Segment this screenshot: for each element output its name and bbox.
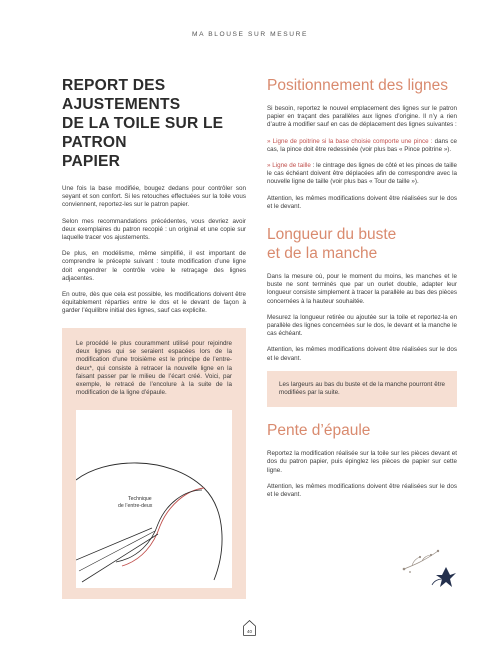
intro-paragraph-2: Selon mes recommandations précédentes, vous devriez avoir deux exemplaires du patron recopié : un original et une copie sur laquelle tracer vos ajustements.	[62, 217, 246, 242]
section-title-pente-epaule: Pente d’épaule	[267, 422, 371, 440]
main-title-line-1: REPORT DES AJUSTEMENTS	[62, 77, 181, 113]
main-title	[62, 76, 246, 171]
shoulder-line-original	[76, 528, 152, 560]
page-number: 40	[246, 629, 252, 634]
section-title-positionnement: Positionnement des lignes	[267, 77, 448, 94]
bullet-ligne-poitrine	[267, 138, 457, 154]
pente-attention: Attention, les mêmes modifications doivent être réalisées sur le dos et le devant.	[267, 482, 457, 499]
main-title-line-3: PAPIER	[62, 153, 121, 170]
positionnement-attention: Attention, les mêmes modifications doivent être réalisées sur le dos et le devant.	[267, 194, 457, 210]
bullet-ligne-poitrine-label: » Ligne de poitrine si la base choisie comporte une pince :	[267, 137, 433, 145]
section-title-longueur-line-1: Longueur du buste	[267, 226, 397, 244]
left-column	[62, 76, 246, 599]
longueur-paragraph-1: Dans la mesure où, pour le moment du moins, les manches et le buste ne sont terminés que par un ourlet double, adapter leur longueur consiste simplement à tracer la parallèle au bas des pièces concernées à la hauteur souhaitée.	[267, 273, 457, 305]
bullet-ligne-taille-text: : le cintrage des lignes de côté et les pinces de taille le cas échéant doivent être déplacées afin de correspondre avec la nouvelle ligne de taille (voir plus bas « Tour de taille »).	[267, 162, 457, 186]
neckline-diagram	[76, 410, 232, 588]
positionnement-paragraph-1: Si besoin, reportez le nouvel emplacement des lignes sur le patron papier en traçant des parallèles aux lignes d’origine. Il n’y a rien d’autre à modifier sauf en cas de déplacement des lignes suivantes :	[267, 105, 457, 129]
floral-branch-ornament-icon	[398, 545, 458, 593]
bullet-ligne-taille	[267, 162, 457, 187]
longueur-paragraph-2: Mesurez la longueur retirée ou ajoutée sur la toile et reportez-la en parallèle des lignes concernées sur le dos, le devant et la manche le cas échéant.	[267, 313, 457, 338]
largeurs-note-box	[267, 371, 457, 407]
pente-paragraph-1: Reportez la modification réalisée sur la toile sur les pièces devant et dos du patron papier, puis épinglez les pièces de papier sur cette ligne.	[267, 450, 457, 474]
illustration-label-1: Technique	[128, 495, 152, 502]
intro-paragraph-3: De plus, en modélisme, même simplifié, il est important de comprendre le précepte suivant : toute modification d’une ligne doit engendrer le contrôle voire le retraçage des lignes adjacentes.	[62, 250, 246, 282]
right-column	[267, 76, 457, 507]
original-neckline	[76, 463, 222, 580]
entre-deux-illustration	[76, 410, 232, 588]
shoulder-line-middle	[79, 531, 155, 571]
intro-paragraph-4: En outre, dès que cela est possible, les modifications doivent être équitablement réparties entre le dos et le devant de façon à garder l’équilibre initial des lignes, sauf cas explicite.	[62, 291, 246, 315]
main-title-line-2: DE LA TOILE SUR LE PATRON	[62, 115, 224, 151]
running-header: MA BLOUSE SUR MESURE	[192, 31, 308, 38]
bullet-ligne-taille-label: » Ligne de taille	[267, 162, 311, 170]
intro-paragraph-1: Une fois la base modifiée, bougez dedans pour contrôler son seyant et son confort. Si les retouches effectuées sur la toile vous conviennent, reportez-les sur le patron papier.	[62, 185, 246, 209]
illustration-label-2: de l’entre-deux	[118, 502, 153, 509]
bullet-ligne-poitrine-text: dans ce cas, la pince doit être redessinée (voir plus bas « Pince poitrine »).	[267, 137, 457, 153]
entre-deux-text: Le procédé le plus couramment utilisé pour rejoindre deux lignes qui se seraient espacées lors de la modification d’une troisième est le principe de l’entre-deux*, qui consiste à retracer la nouvelle ligne en la faisant passer par le milieu de l’écart créé. Voici, par exemple, le retracé de l’encolure à la suite de la modification de la ligne d’épaule.	[76, 339, 232, 397]
entre-deux-box	[62, 328, 246, 599]
longueur-attention: Attention, les mêmes modifications doivent être réalisées sur le dos et le devant.	[267, 346, 457, 362]
section-title-longueur-line-2: et de la manche	[267, 245, 378, 263]
largeurs-note-text: Les largeurs au bas du buste et de la manche pourront être modifiées par la suite.	[279, 380, 445, 397]
section-title-longueur	[267, 225, 457, 263]
